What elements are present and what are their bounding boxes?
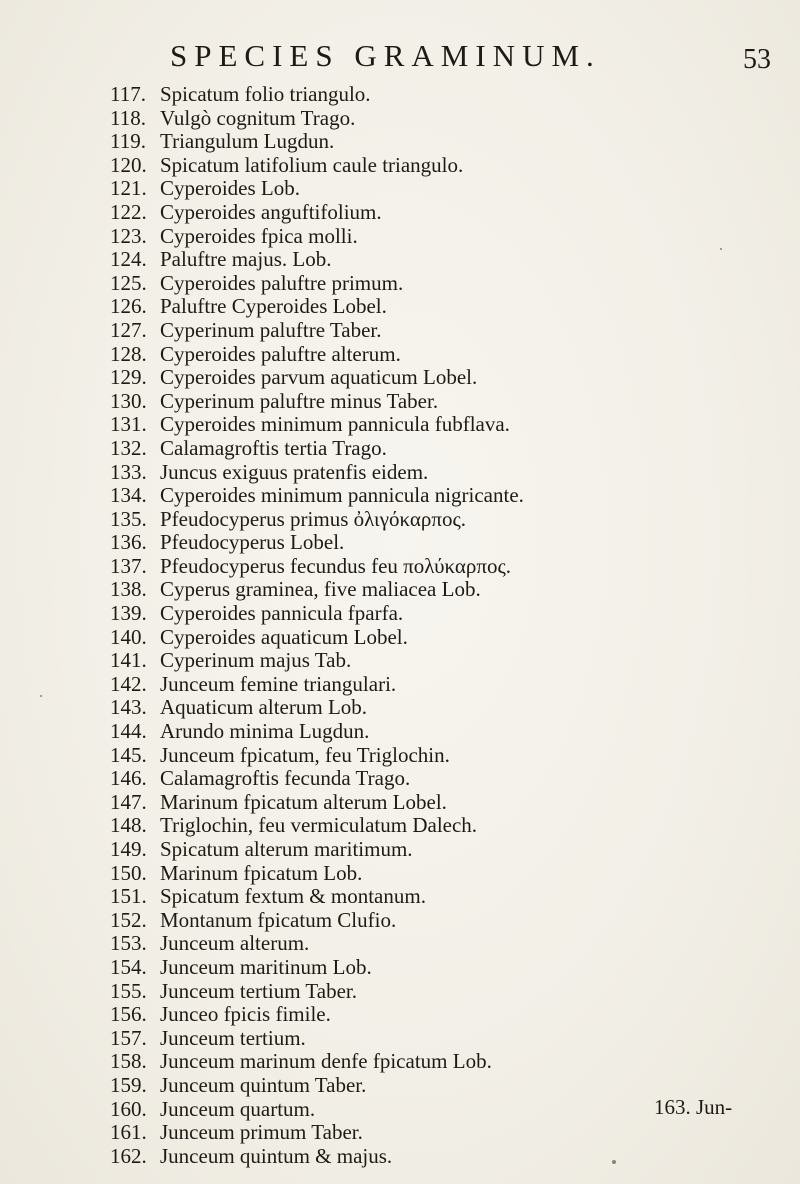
entry-text: Cyperoides minimum pannicula fubflava. <box>160 412 510 437</box>
entry-text: Paluftre Cyperoides Lobel. <box>160 294 387 319</box>
entry-number: 150. <box>110 860 147 885</box>
entry-number: 125. <box>110 270 147 295</box>
species-entry <box>110 437 524 461</box>
species-entry <box>110 838 524 862</box>
entry-text: Juncus exiguus pratenfis eidem. <box>160 459 429 484</box>
species-list <box>110 83 524 1168</box>
species-entry <box>110 980 524 1004</box>
entry-number: 119. <box>110 129 146 154</box>
entry-number: 162. <box>110 1143 147 1168</box>
entry-number: 135. <box>110 506 147 531</box>
entry-text: Montanum fpicatum Clufio. <box>160 907 397 932</box>
entry-text: Cyperoides pannicula fparfa. <box>160 601 404 626</box>
entry-text: Cyperoides aquaticum Lobel. <box>160 624 408 649</box>
entry-text: Spicatum alterum maritimum. <box>160 837 413 861</box>
entry-number: 129. <box>110 365 147 390</box>
entry-text: Cyperus graminea, five maliacea Lob. <box>160 577 481 602</box>
entry-text: Marinum fpicatum alterum Lobel. <box>160 789 447 814</box>
entry-number: 123. <box>110 223 147 248</box>
species-entry <box>110 319 524 343</box>
entry-number: 153. <box>110 931 147 956</box>
entry-number: 158. <box>110 1049 147 1074</box>
entry-number: 141. <box>110 648 147 673</box>
species-entry <box>110 177 524 201</box>
entry-text: Junceum quintum & majus. <box>160 1143 393 1168</box>
running-head-title: SPECIES GRAMINUM. <box>170 38 601 73</box>
entry-number: 127. <box>110 317 147 342</box>
entry-text: Junceum primum Taber. <box>160 1120 363 1145</box>
species-entry <box>110 626 524 650</box>
entry-text: Aquaticum alterum Lob. <box>160 695 368 720</box>
entry-number: 117. <box>110 82 146 106</box>
species-entry <box>110 272 524 296</box>
entry-number: 140. <box>110 624 147 649</box>
catchword: 163. Jun- <box>654 1095 733 1119</box>
entry-number: 132. <box>110 435 147 460</box>
species-entry <box>110 1098 524 1122</box>
entry-text: Spicatum latifolium caule triangulo. <box>160 152 464 177</box>
species-entry <box>110 744 524 768</box>
entry-number: 143. <box>110 695 147 720</box>
entry-text: Cyperoides parvum aquaticum Lobel. <box>160 365 478 390</box>
entry-text: Vulgò cognitum Trago. <box>160 105 356 130</box>
entry-text: Cyperoides Lob. <box>160 176 300 201</box>
species-entry <box>110 649 524 673</box>
entry-number: 137. <box>110 553 147 578</box>
entry-number: 128. <box>110 341 147 366</box>
entry-text: Spicatum folio triangulo. <box>160 82 371 106</box>
entry-number: 147. <box>110 789 147 814</box>
species-entry <box>110 696 524 720</box>
entry-text: Junceum quintum Taber. <box>160 1072 367 1097</box>
species-entry <box>110 390 524 414</box>
species-entry <box>110 461 524 485</box>
entry-text: Cyperoides minimum pannicula nigricante. <box>160 483 524 508</box>
entry-number: 144. <box>110 719 147 744</box>
species-entry <box>110 295 524 319</box>
entry-number: 121. <box>110 176 147 201</box>
paper-speck <box>720 248 722 250</box>
species-entry <box>110 720 524 744</box>
species-entry <box>110 1050 524 1074</box>
species-entry <box>110 862 524 886</box>
entry-text: Cyperinum paluftre Taber. <box>160 317 382 342</box>
entry-number: 130. <box>110 388 147 413</box>
entry-number: 122. <box>110 199 147 224</box>
entry-number: 133. <box>110 459 147 484</box>
species-entry <box>110 201 524 225</box>
entry-number: 126. <box>110 294 147 319</box>
species-entry <box>110 932 524 956</box>
entry-number: 145. <box>110 742 147 767</box>
entry-text: Triangulum Lugdun. <box>160 129 335 154</box>
entry-number: 118. <box>110 105 146 130</box>
entry-text: Spicatum fextum & montanum. <box>160 884 426 909</box>
entry-text: Cyperoides anguftifolium. <box>160 199 382 224</box>
entry-text: Calamagroftis tertia Trago. <box>160 435 387 460</box>
species-entry <box>110 814 524 838</box>
species-entry <box>110 909 524 933</box>
entry-text: Pfeudocyperus fecundus feu πολύκαρπος. <box>160 553 512 578</box>
species-entry <box>110 767 524 791</box>
species-entry <box>110 885 524 909</box>
entry-text: Junceo fpicis fimile. <box>160 1002 331 1027</box>
entry-number: 120. <box>110 152 147 177</box>
entry-text: Cyperinum paluftre minus Taber. <box>160 388 439 413</box>
entry-text: Paluftre majus. Lob. <box>160 247 332 272</box>
entry-text: Junceum tertium. <box>160 1025 306 1050</box>
entry-number: 161. <box>110 1120 147 1145</box>
entry-text: Triglochin, feu vermiculatum Dalech. <box>160 813 478 838</box>
species-entry <box>110 1121 524 1145</box>
species-entry <box>110 578 524 602</box>
entry-number: 138. <box>110 577 147 602</box>
species-entry <box>110 956 524 980</box>
entry-text: Calamagroftis fecunda Trago. <box>160 766 411 791</box>
species-entry <box>110 1003 524 1027</box>
species-entry <box>110 248 524 272</box>
entry-number: 160. <box>110 1096 147 1121</box>
entry-text: Cyperoides paluftre primum. <box>160 270 404 295</box>
entry-text: Cyperoides fpica molli. <box>160 223 358 248</box>
entry-text: Marinum fpicatum Lob. <box>160 860 363 885</box>
entry-text: Junceum tertium Taber. <box>160 978 358 1003</box>
species-entry <box>110 508 524 532</box>
species-entry <box>110 1145 524 1169</box>
entry-number: 134. <box>110 483 147 508</box>
entry-number: 155. <box>110 978 147 1003</box>
species-entry <box>110 1074 524 1098</box>
entry-number: 131. <box>110 412 147 437</box>
page-number: 53 <box>743 44 771 75</box>
species-entry <box>110 1027 524 1051</box>
species-entry <box>110 791 524 815</box>
entry-number: 139. <box>110 601 147 626</box>
species-entry <box>110 83 524 107</box>
species-entry <box>110 673 524 697</box>
entry-text: Cyperinum majus Tab. <box>160 648 352 673</box>
species-entry <box>110 531 524 555</box>
entry-text: Cyperoides paluftre alterum. <box>160 341 401 366</box>
species-entry <box>110 555 524 579</box>
species-entry <box>110 130 524 154</box>
species-entry <box>110 602 524 626</box>
entry-number: 146. <box>110 766 147 791</box>
entry-number: 148. <box>110 813 147 838</box>
species-entry <box>110 343 524 367</box>
paper-speck <box>40 695 42 697</box>
species-entry <box>110 225 524 249</box>
entry-text: Junceum femine triangulari. <box>160 671 397 696</box>
entry-text: Pfeudocyperus Lobel. <box>160 530 345 555</box>
entry-text: Arundo minima Lugdun. <box>160 719 370 744</box>
entry-number: 157. <box>110 1025 147 1050</box>
entry-text: Junceum quartum. <box>160 1096 316 1121</box>
species-entry <box>110 154 524 178</box>
entry-number: 156. <box>110 1002 147 1027</box>
entry-text: Pfeudocyperus primus ὀλιγόκαρπος. <box>160 506 467 531</box>
entry-number: 136. <box>110 530 147 555</box>
entry-number: 154. <box>110 954 147 979</box>
entry-text: Junceum fpicatum, feu Triglochin. <box>160 742 450 767</box>
entry-text: Junceum maritinum Lob. <box>160 954 372 979</box>
species-entry <box>110 413 524 437</box>
entry-number: 152. <box>110 907 147 932</box>
species-entry <box>110 107 524 131</box>
entry-number: 149. <box>110 837 147 861</box>
entry-text: Junceum marinum denfe fpicatum Lob. <box>160 1049 492 1074</box>
species-entry <box>110 366 524 390</box>
entry-number: 142. <box>110 671 147 696</box>
entry-number: 151. <box>110 884 147 909</box>
entry-number: 124. <box>110 247 147 272</box>
species-entry <box>110 484 524 508</box>
entry-text: Junceum alterum. <box>160 931 310 956</box>
paper-speck <box>612 1160 616 1164</box>
entry-number: 159. <box>110 1072 147 1097</box>
